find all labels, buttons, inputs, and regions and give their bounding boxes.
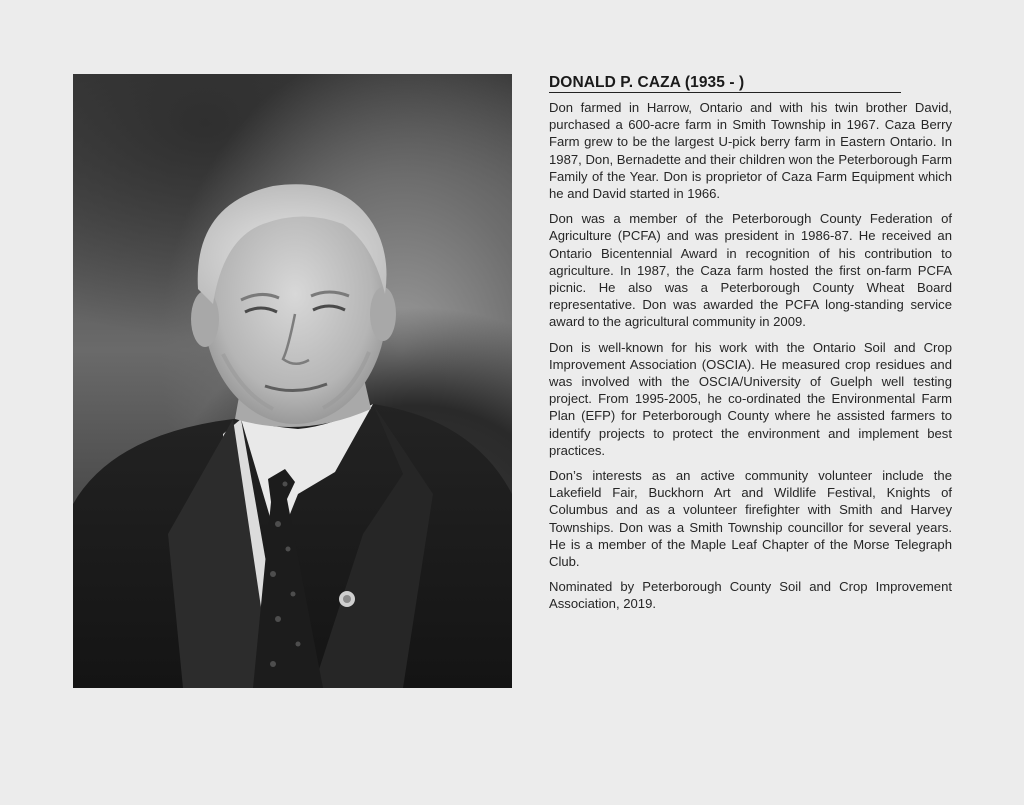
bio-paragraph-2: Don was a member of the Peterborough County Federation of Agriculture (PCFA) and was president in 1986-87. He received an Ontario Bicentennial Award in recognition of his contribution to agriculture. In 1987, the Caza farm hosted the first on-farm PCFA picnic. He also was a Peterborough County Wheat Board representative. Don was awarded the PCFA long-standing service award to the agricultural community in 2009. [549, 211, 952, 330]
biography-section [549, 74, 952, 621]
portrait-illustration [73, 74, 512, 688]
portrait-photo [73, 74, 512, 688]
bio-paragraph-1: Don farmed in Harrow, Ontario and with his twin brother David, purchased a 600-acre farm in Smith Township in 1967. Caza Berry Farm grew to be the largest U-pick berry farm in Eastern Ontario. In 1987, Don, Bernadette and their children won the Peterborough Farm Family of the Year. Don is proprietor of Caza Farm Equipment which he and David started in 1966. [549, 100, 952, 202]
name-heading: DONALD P. CAZA (1935 - ) [549, 74, 901, 93]
bio-paragraph-3: Don is well-known for his work with the Ontario Soil and Crop Improvement Association (OSCIA). He measured crop residues and was involved with the OSCIA/University of Guelph well testing project. From 1995-2005, he co-ordinated the Environmental Farm Plan (EFP) for Peterborough County where he assisted farmers to identify projects to protect the environment and implement best practices. [549, 339, 952, 458]
bio-paragraph-4: Don’s interests as an active community volunteer include the Lakefield Fair, Buckhorn Art and Wildlife Festival, Knights of Columbus and as a volunteer firefighter with Smith and Harvey Townships. Don was a Smith Township councillor for several years. He is a member of the Maple Leaf Chapter of the Morse Telegraph Club. [549, 468, 952, 570]
nomination-note: Nominated by Peterborough County Soil and Crop Improvement Association, 2019. [549, 579, 952, 612]
